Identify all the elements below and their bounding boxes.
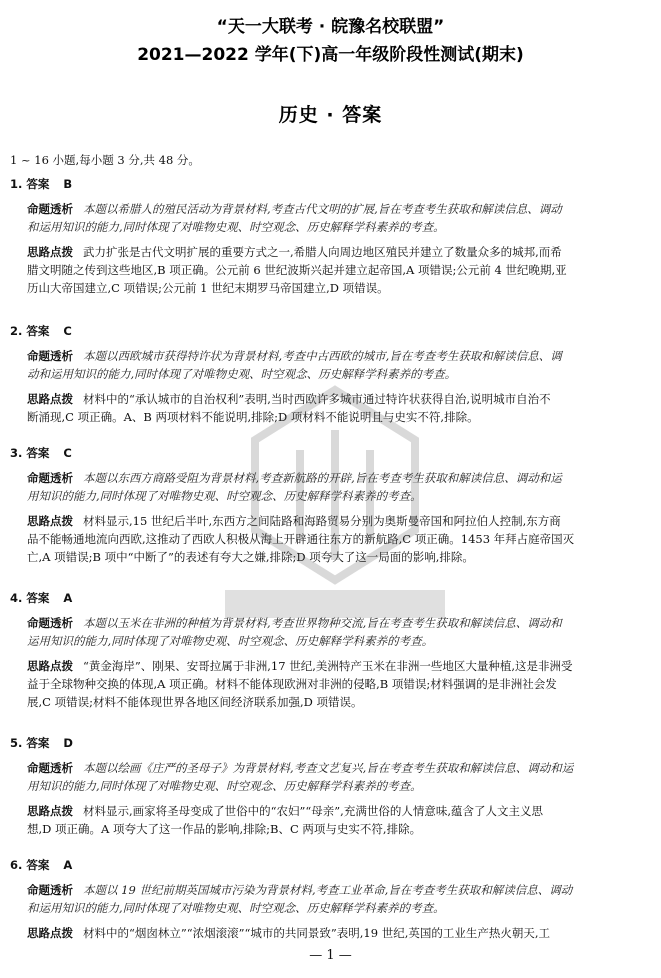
hint-text: 材料中的“烟囱林立”“浓烟滚滚”“城市的共同景致”表明,19 世纪,英国的工业生产热火朝天,工 [83,926,551,940]
question-1-hint-line [27,244,651,260]
question-1-hint-line [27,280,651,296]
question-2-hint-line [27,391,651,407]
question-4-hint-line [27,676,651,692]
question-3-hint-line [27,513,651,529]
question-5-hint-line [27,803,651,819]
analysis-text: 用知识的能力,同时体现了对唯物史观、时空观念、历史解释学科素养的考查。 [27,489,422,503]
analysis-text: 用知识的能力,同时体现了对唯物史观、时空观念、历史解释学科素养的考查。 [27,779,422,793]
analysis-label: 命题透析 [27,616,73,630]
analysis-text: 本题以东西方商路受阻为背景材料,考查新航路的开辟,旨在考查考生获取和解读信息、调动和运 [83,471,562,485]
hint-text: 材料中的“承认城市的自治权利”表明,当时西欧许多城市通过特许状获得自治,说明城市自治不 [83,392,551,406]
question-3-analysis-line [27,488,651,504]
page-number: — 1 — [309,948,352,963]
analysis-text: 运用知识的能力,同时体现了对唯物史观、时空观念、历史解释学科素养的考查。 [27,634,434,648]
hint-label: 思路点拨 [27,926,73,940]
question-5-hint-line [27,821,651,837]
question-number: 5. [10,736,23,750]
hint-text: 品不能畅通地流向西欧,这推动了西欧人积极从海上开辟通往东方的新航路,C 项正确。1453 年拜占庭帝国灭 [27,532,575,546]
question-5-analysis-line [27,760,651,776]
question-6-analysis-line [27,882,651,898]
question-4-answer-line [10,590,650,606]
exam-session-title: 2021—2022 学年(下)高一年级阶段性测试(期末) [137,45,524,65]
question-1-answer-line [10,176,650,192]
analysis-text: 和运用知识的能力,同时体现了对唯物史观、时空观念、历史解释学科素养的考查。 [27,220,445,234]
hint-label: 思路点拨 [27,514,73,528]
question-6-hint-line [27,925,651,941]
answer-label: 答案 [26,736,50,750]
hint-text: 想,D 项正确。A 项夸大了这一作品的影响,排除;B、C 两项与史实不符,排除。 [27,822,422,836]
question-4-analysis-line [27,615,651,631]
answer-label: 答案 [26,324,50,338]
question-2-analysis-line [27,366,651,382]
hint-label: 思路点拨 [27,804,73,818]
question-number: 2. [10,324,23,338]
answer-choice: A [63,858,73,872]
question-2-hint-line [27,409,651,425]
answer-label: 答案 [26,858,50,872]
answer-choice: D [63,736,73,750]
answer-label: 答案 [26,591,50,605]
analysis-label: 命题透析 [27,349,73,363]
question-6-answer-line [10,857,650,873]
question-4-analysis-line [27,633,651,649]
analysis-label: 命题透析 [27,883,73,897]
question-2-analysis-line [27,348,651,364]
question-3-hint-line [27,531,651,547]
answer-choice: B [63,177,73,191]
hint-text: 武力扩张是古代文明扩展的重要方式之一,希腊人向周边地区殖民并建立了数量众多的城邦,而希 [83,245,562,259]
hint-label: 思路点拨 [27,659,73,673]
analysis-text: 和运用知识的能力,同时体现了对唯物史观、时空观念、历史解释学科素养的考查。 [27,901,445,915]
answer-choice: C [63,446,72,460]
question-3-hint-line [27,549,651,565]
analysis-label: 命题透析 [27,471,73,485]
hint-text: 腊文明随之传到这些地区,B 项正确。公元前 6 世纪波斯兴起并建立起帝国,A 项错误;公元前 4 世纪晚期,亚 [27,263,567,277]
question-6-analysis-line [27,900,651,916]
scoring-note: 1 ~ 16 小题,每小题 3 分,共 48 分。 [10,153,200,167]
hint-text: 材料显示,画家将圣母变成了世俗中的“农妇”“母亲”,充满世俗的人情意味,蕴含了人文主义思 [83,804,543,818]
analysis-text: 本题以玉米在非洲的种植为背景材料,考查世界物种交流,旨在考查考生获取和解读信息、调动和 [83,616,562,630]
question-number: 6. [10,858,23,872]
question-number: 3. [10,446,23,460]
question-number: 4. [10,591,23,605]
analysis-label: 命题透析 [27,202,73,216]
question-1-analysis-line [27,219,651,235]
subject-title: 历史 · 答案 [278,104,383,126]
hint-text: 断涌现,C 项正确。A、B 两项材料不能说明,排除;D 项材料不能说明且与史实不符,排除。 [27,410,479,424]
question-1-hint-line [27,262,651,278]
hint-text: 展,C 项错误;材料不能体现世界各地区间经济联系加强,D 项错误。 [27,695,363,709]
analysis-label: 命题透析 [27,761,73,775]
question-1-analysis-line [27,201,651,217]
question-2-answer-line [10,323,650,339]
hint-text: 历山大帝国建立,C 项错误;公元前 1 世纪末期罗马帝国建立,D 项错误。 [27,281,389,295]
question-5-answer-line [10,735,650,751]
hint-text: 益于全球物种交换的体现,A 项正确。材料不能体现欧洲对非洲的侵略,B 项错误;材料强调的是非洲社会发 [27,677,557,691]
answer-choice: C [63,324,72,338]
question-number: 1. [10,177,23,191]
hint-label: 思路点拨 [27,245,73,259]
question-5-analysis-line [27,778,651,794]
analysis-text: 本题以希腊人的殖民活动为背景材料,考查古代文明的扩展,旨在考查考生获取和解读信息、调动 [83,202,562,216]
hint-text: 材料显示,15 世纪后半叶,东西方之间陆路和海路贸易分别为奥斯曼帝国和阿拉伯人控制,东方商 [83,514,561,528]
question-3-analysis-line [27,470,651,486]
analysis-text: 本题以绘画《庄严的圣母子》为背景材料,考查文艺复兴,旨在考查考生获取和解读信息、调动和运 [83,761,574,775]
question-4-hint-line [27,694,651,710]
answer-choice: A [63,591,73,605]
answer-label: 答案 [26,177,50,191]
hint-label: 思路点拨 [27,392,73,406]
exam-alliance-title: “天一大联考 · 皖豫名校联盟” [216,17,445,37]
question-3-answer-line [10,445,650,461]
hint-text: “黄金海岸”、刚果、安哥拉属于非洲,17 世纪,美洲特产玉米在非洲一些地区大量种植,这是非洲受 [83,659,573,673]
question-4-hint-line [27,658,651,674]
answer-label: 答案 [26,446,50,460]
hint-text: 亡,A 项错误;B 项中“中断了”的表述有夸大之嫌,排除;D 项夸大了这一局面的影响,排除。 [27,550,474,564]
analysis-text: 动和运用知识的能力,同时体现了对唯物史观、时空观念、历史解释学科素养的考查。 [27,367,457,381]
analysis-text: 本题以西欧城市获得特许状为背景材料,考查中古西欧的城市,旨在考查考生获取和解读信息、调 [83,349,562,363]
analysis-text: 本题以 19 世纪前期英国城市污染为背景材料,考查工业革命,旨在考查考生获取和解读信息、调动 [83,883,573,897]
